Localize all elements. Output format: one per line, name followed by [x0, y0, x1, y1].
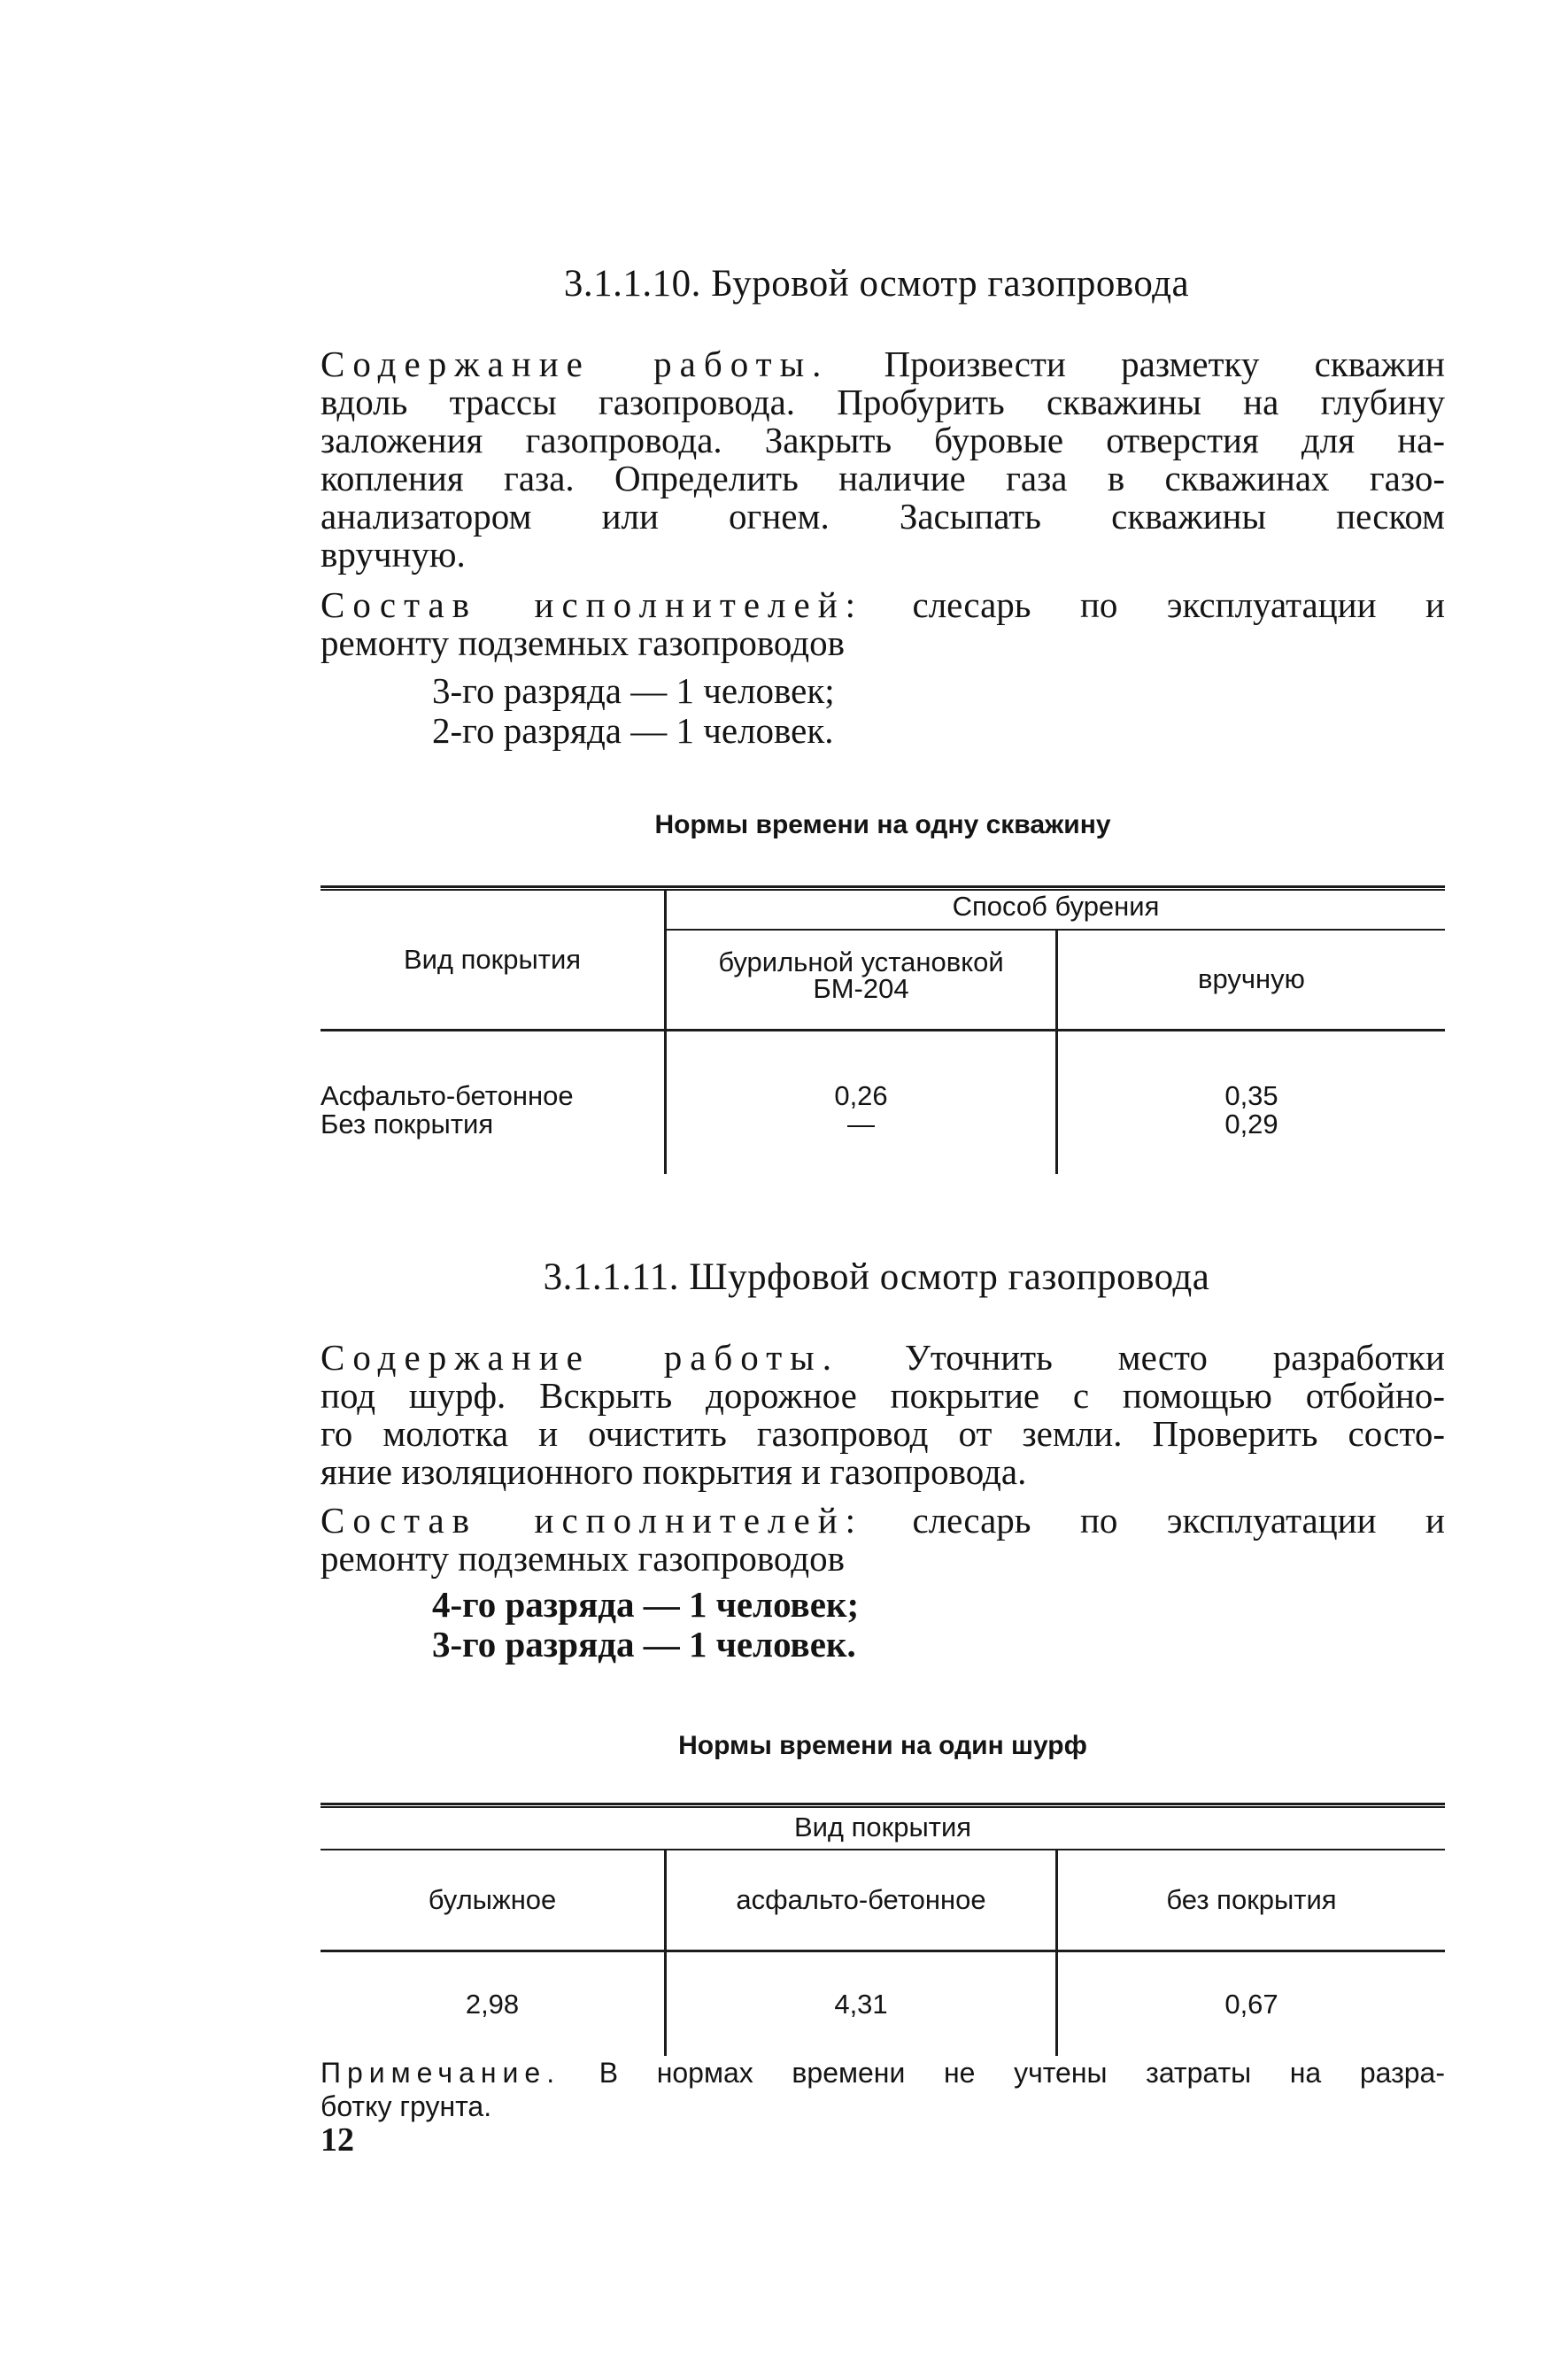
cell-no-cover-machine: —	[847, 1109, 875, 1140]
crew-drilling: Состав исполнителей: слесарь по эксплуатации и ремонту подземных газопроводов	[321, 584, 1446, 663]
note: Примечание. В нормах времени не учтены затраты на разра- ботку грунта.	[321, 2057, 1445, 2122]
cell-no-cover-manual: 0,29	[1224, 1109, 1278, 1140]
work-content-pit: Содержание работы. Уточнить место разработки под шурф. Вскрыть дорожное покрытие с помощью отбойно- го молотка и очистить газопровод от земли. Проверить состо- яние изоляционного покрытия и газопровода.	[321, 1337, 1445, 1492]
content-label: Содержание работы.	[321, 1337, 839, 1378]
crew-pit: Состав исполнителей: слесарь по эксплуатации и ремонту подземных газопроводов	[321, 1500, 1446, 1579]
table1-caption: Нормы времени на одну скважину	[654, 810, 1111, 839]
page-number: 12	[321, 2121, 354, 2159]
row-label-asphalt: Асфальто-бетонное	[321, 1080, 574, 1111]
work-content-drilling: Содержание работы. Произвести разметку скважин вдоль трассы газопровода. Пробурить скважины на глубину заложения газопровода. Закрыть буровые отверстия для на- копления газа. Определить наличие газа в скважинах газо- анализатором или огнем. Засыпать скважины песком вручную.	[321, 344, 1445, 575]
column-header-cover-type: Вид покрытия	[403, 944, 582, 975]
cell-asphalt-manual: 0,35	[1224, 1080, 1278, 1111]
section-title-drilling: 3.1.1.10. Буровой осмотр газопровода	[563, 263, 1190, 305]
column-header-cobblestone: булыжное	[428, 1884, 557, 1915]
column-header-machine: бурильной установкой БМ-204	[718, 946, 1004, 1004]
content-label: Содержание работы.	[321, 344, 830, 384]
crew-label: Состав исполнителей:	[321, 584, 864, 625]
row-label-no-cover: Без покрытия	[321, 1109, 494, 1140]
group-header-cover-type: Вид покрытия	[793, 1812, 972, 1843]
table2-caption: Нормы времени на один шурф	[678, 1731, 1087, 1760]
note-label: Примечание.	[321, 2057, 561, 2089]
crew-list-pit: 4-го разряда — 1 человек; 3-го разряда — 1 человек.	[432, 1584, 860, 1665]
cell-asphalt: 4,31	[834, 1989, 888, 2020]
column-header-asphalt: асфальто-бетонное	[736, 1884, 986, 1915]
cell-no-cover: 0,67	[1224, 1989, 1278, 2020]
section-title-pit: 3.1.1.11. Шурфовой осмотр газопровода	[543, 1256, 1210, 1298]
column-header-no-cover: без покрытия	[1166, 1884, 1337, 1915]
cell-cobblestone: 2,98	[465, 1989, 520, 2020]
cell-asphalt-machine: 0,26	[834, 1080, 888, 1111]
crew-list-drilling: 3-го разряда — 1 человек; 2-го разряда — 1 человек.	[432, 670, 835, 751]
group-header-drilling-method: Способ бурения	[952, 891, 1160, 922]
crew-label: Состав исполнителей:	[321, 1500, 864, 1541]
column-header-manual: вручную	[1198, 963, 1305, 994]
